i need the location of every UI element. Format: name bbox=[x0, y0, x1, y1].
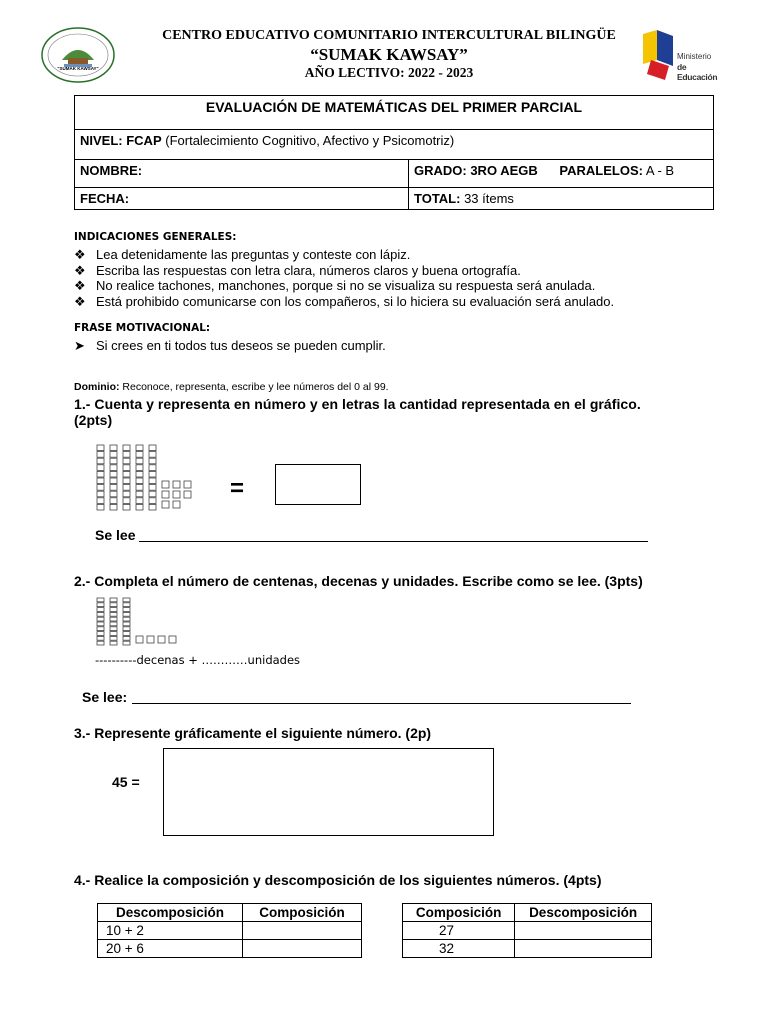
school-title: “SUMAK KAWSAY” bbox=[310, 45, 468, 64]
q3-drawing-box[interactable] bbox=[163, 748, 494, 836]
q4-right-table bbox=[402, 903, 652, 958]
table-header: Composición bbox=[243, 904, 362, 922]
exam-title: EVALUACIÓN DE MATEMÁTICAS DEL PRIMER PARCIAL bbox=[75, 96, 714, 130]
q2-blank-text: ----------decenas + …………unidades bbox=[95, 653, 301, 667]
blocks-svg bbox=[95, 443, 205, 515]
table-answer-cell[interactable] bbox=[243, 922, 362, 940]
tens-rod bbox=[110, 598, 117, 645]
q4-title: 4.- Realice la composición y descomposición de los siguientes números. (4pts) bbox=[74, 872, 602, 888]
dominio: Dominio: Reconoce, representa, escribe y lee números del 0 al 99. bbox=[74, 381, 389, 393]
q2-title: 2.- Completa el número de centenas, decenas y unidades. Escribe como se lee. (3pts) bbox=[74, 573, 643, 589]
table-answer-cell[interactable] bbox=[515, 922, 652, 940]
unit-cube bbox=[158, 636, 165, 643]
q1-se-lee-label: Se lee bbox=[95, 527, 136, 543]
fecha-label: FECHA: bbox=[80, 191, 130, 206]
list-item: ❖ No realice tachones, manchones, porque si no se visualiza su respuesta será anulada. bbox=[74, 278, 596, 293]
table-cell: 27 bbox=[403, 922, 515, 940]
nombre-cell[interactable] bbox=[75, 160, 409, 188]
q1-answer-box[interactable] bbox=[275, 464, 361, 505]
table-row bbox=[403, 922, 652, 940]
q2-answer-line[interactable] bbox=[132, 689, 631, 704]
frase-heading: FRASE MOTIVACIONAL: bbox=[74, 322, 211, 334]
unit-cube bbox=[173, 481, 180, 488]
school-name: CENTRO EDUCATIVO COMUNITARIO INTERCULTURAL BILINGÜE bbox=[162, 28, 616, 43]
ministry-line2: de Educación bbox=[677, 62, 718, 82]
list-item: ❖ Escriba las respuestas con letra clara, números claros y buena ortografía. bbox=[74, 262, 521, 278]
ministry-line1: Ministerio bbox=[677, 52, 712, 61]
arrow-bullet-icon: ➤ bbox=[74, 338, 85, 353]
table-cell: 10 + 2 bbox=[98, 922, 243, 940]
school-year: AÑO LECTIVO: 2022 - 2023 bbox=[304, 65, 474, 80]
q1-base-ten-blocks bbox=[95, 443, 205, 515]
q3-title: 3.- Represente gráficamente el siguiente número. (2p) bbox=[74, 725, 432, 741]
indicaciones-list bbox=[74, 247, 614, 309]
q3-number: 45 = bbox=[112, 774, 140, 790]
tens-rod bbox=[97, 598, 104, 645]
unit-cube bbox=[136, 636, 143, 643]
diamond-bullet-icon: ❖ bbox=[74, 278, 86, 293]
grado-cell bbox=[409, 160, 714, 188]
table-answer-cell[interactable] bbox=[515, 940, 652, 958]
tens-rod bbox=[97, 445, 104, 510]
total-value: 33 ítems bbox=[464, 191, 514, 206]
unit-cube bbox=[173, 491, 180, 498]
q4-left-table bbox=[97, 903, 362, 958]
unit-cube bbox=[173, 501, 180, 508]
diamond-bullet-icon: ❖ bbox=[74, 262, 86, 278]
paralelos-label: PARALELOS: bbox=[559, 163, 643, 178]
tens-rod bbox=[149, 445, 156, 510]
grado-label: GRADO: 3RO AEGB bbox=[414, 163, 538, 178]
nivel-label: NIVEL: FCAP bbox=[80, 133, 162, 148]
total-cell bbox=[409, 188, 714, 210]
table-row bbox=[403, 940, 652, 958]
tens-rod bbox=[123, 445, 130, 510]
diamond-bullet-icon: ❖ bbox=[74, 247, 86, 262]
q1-title: 1.- Cuenta y representa en número y en letras la cantidad representada en el gráfico. (2pts) bbox=[74, 396, 641, 428]
q1-answer-line[interactable] bbox=[139, 527, 648, 542]
unit-cube bbox=[147, 636, 154, 643]
nivel-cell bbox=[75, 130, 714, 160]
table-header: Descomposición bbox=[98, 904, 243, 922]
unit-cube bbox=[162, 491, 169, 498]
list-item: ❖ Está prohibido comunicarse con los compañeros, si lo hiciera su evaluación será anulado. bbox=[74, 293, 615, 309]
paralelos-value: A - B bbox=[645, 163, 675, 178]
indicaciones-heading: INDICACIONES GENERALES: bbox=[74, 231, 237, 243]
diamond-bullet-icon: ❖ bbox=[74, 293, 86, 309]
info-table bbox=[74, 95, 714, 210]
tens-rod bbox=[110, 445, 117, 510]
equals-sign: = bbox=[230, 475, 245, 502]
table-cell: 32 bbox=[403, 940, 515, 958]
fecha-cell[interactable] bbox=[75, 188, 409, 210]
table-row bbox=[98, 940, 362, 958]
nivel-value: (Fortalecimiento Cognitivo, Afectivo y Psicomotriz) bbox=[165, 133, 455, 148]
tens-rod bbox=[136, 445, 143, 510]
table-row bbox=[98, 922, 362, 940]
table-answer-cell[interactable] bbox=[243, 940, 362, 958]
table-cell: 20 + 6 bbox=[98, 940, 243, 958]
unit-cube bbox=[162, 481, 169, 488]
q2-base-ten-blocks bbox=[95, 596, 185, 648]
q2-se-lee-label: Se lee: bbox=[82, 689, 128, 705]
logo-caption: "SUMAK KAWSAY" bbox=[57, 66, 99, 71]
unit-cube bbox=[184, 481, 191, 488]
tens-rod bbox=[123, 598, 130, 645]
unit-cube bbox=[162, 501, 169, 508]
unit-cube bbox=[169, 636, 176, 643]
nombre-label: NOMBRE: bbox=[80, 163, 143, 178]
table-header: Descomposición bbox=[515, 904, 652, 922]
total-label: TOTAL: bbox=[414, 191, 461, 206]
table-header: Composición bbox=[403, 904, 515, 922]
unit-cube bbox=[184, 491, 191, 498]
list-item: ❖ Lea detenidamente las preguntas y conteste con lápiz. bbox=[74, 247, 411, 262]
frase-item: ➤ Si crees en ti todos tus deseos se pueden cumplir. bbox=[74, 338, 386, 353]
blocks-svg bbox=[95, 596, 185, 648]
